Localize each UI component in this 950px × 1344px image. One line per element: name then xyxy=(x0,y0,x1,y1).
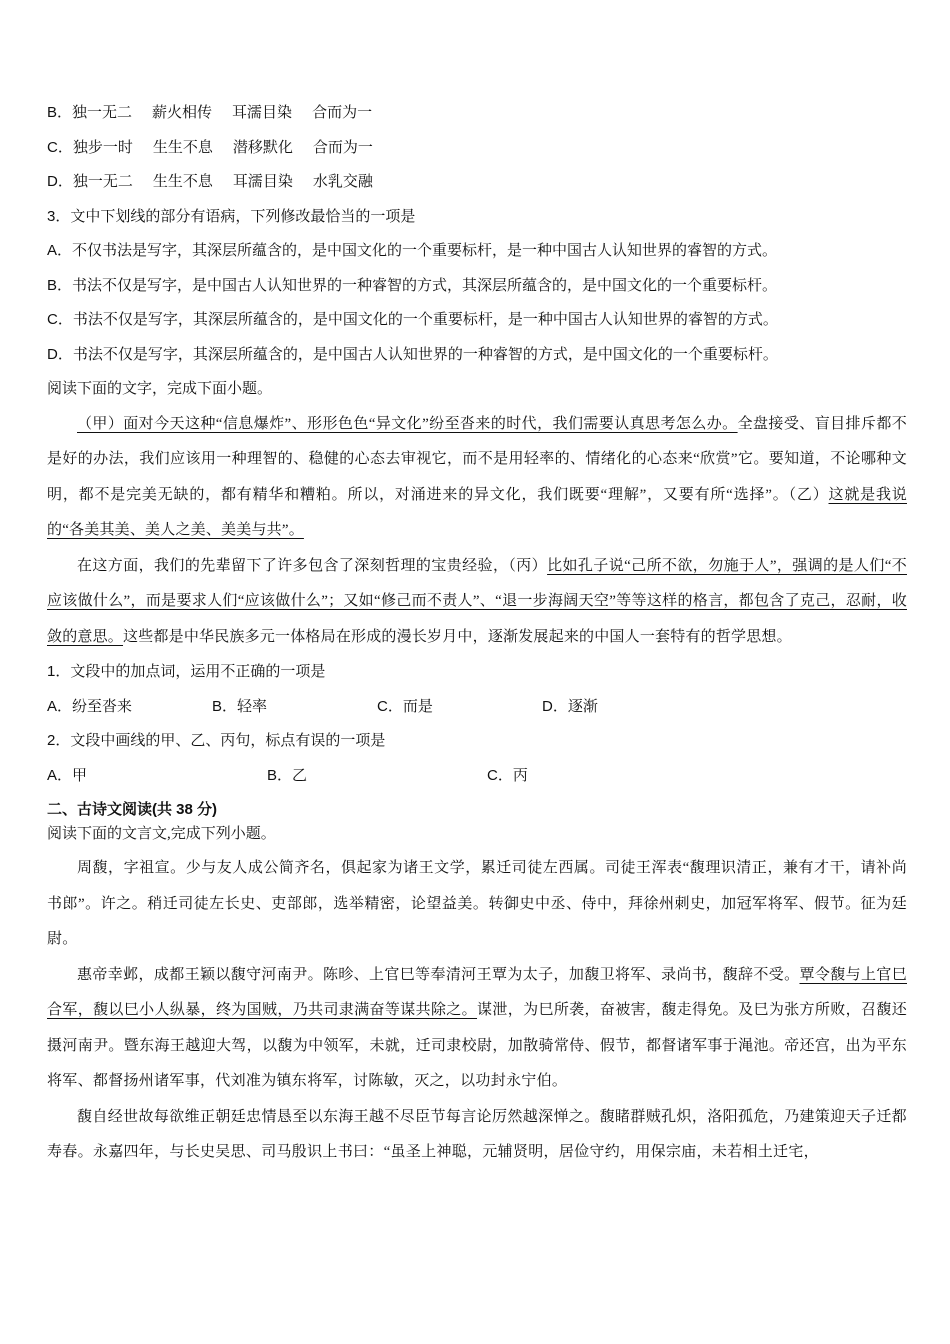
q3-option-c[interactable]: C．书法不仅是写字，其深层所蕴含的，是中国文化的一个重要标杆，是一种中国古人认知世界的睿智的方式。 xyxy=(47,311,778,328)
section-heading: 二、古诗文阅读(共 38 分) xyxy=(47,801,218,818)
option-item: 耳濡目染 xyxy=(232,104,293,121)
paragraph-text: 全盘接受、盲目排斥都不是好的办法，我们应该用一种理智的、稳健的心态去审视它，而不是用轻率的、情绪化的心态来“欣赏”它。要知道，不论哪种文明，都不是完美无缺的，都有精华和糟粕。所以，对涌进来的异文化，我们既要“理解”，又要有所“选择”。（乙） xyxy=(47,415,908,503)
sentence-jia: （甲）面对今天这种“信息爆炸”、形形色色“异文化”纷至沓来的时代，我们需要认真思考怎么办。 xyxy=(77,415,738,432)
reading-instruction: 阅读下面的文字，完成下面小题。 xyxy=(47,380,273,397)
reading-q1-stem: 1．文段中的加点词，运用不正确的一项是 xyxy=(47,663,326,680)
option-item: 生生不息 xyxy=(152,173,213,190)
reading-q1-option-a[interactable]: A．纷至沓来 xyxy=(47,697,133,715)
classical-paragraph-2 xyxy=(47,958,907,1100)
reading-q2-option-a[interactable]: A．甲 xyxy=(47,766,88,784)
option-label: C． xyxy=(47,138,73,156)
reading-q2-option-c[interactable]: C．丙 xyxy=(487,766,528,784)
option-item: 独一无二 xyxy=(72,104,133,121)
section-instruction: 阅读下面的文言文,完成下列小题。 xyxy=(47,826,276,842)
option-item: 独步一时 xyxy=(72,138,133,156)
q2-option-d[interactable] xyxy=(47,165,907,200)
q3-option-a[interactable]: A．不仅书法是写字，其深层所蕴含的，是中国文化的一个重要标杆，是一种中国古人认知世界的睿智的方式。 xyxy=(47,242,778,259)
option-item: 合而为一 xyxy=(312,104,373,121)
sentence-yi: 这就是我说的“各美其美、美人之美、美美与共”。 xyxy=(47,486,907,538)
option-item: 独一无二 xyxy=(72,173,133,190)
sentence-bing: 比如孔子说“己所不欲，勿施于人”，强调的是人们“不应该做什么”，而是要求人们“应该做什么”；又如“修己而不责人”、“退一步海阔天空”等等这样的格言，都包含了克己，忍耐，收敛的意思。 xyxy=(47,557,907,645)
option-item: 水乳交融 xyxy=(312,173,373,190)
reading-paragraph-1 xyxy=(47,407,907,549)
q2-option-c[interactable] xyxy=(47,131,907,166)
reading-q2-stem: 2．文段中画线的甲、乙、丙句，标点有误的一项是 xyxy=(47,732,386,749)
reading-q1-option-c[interactable]: C．而是 xyxy=(377,697,433,715)
classical-paragraph-1: 周馥，字祖宣。少与友人成公简齐名，俱起家为诸王文学，累迁司徒左西属。司徒王浑表“馥理识清正，兼有才干，请补尚书郎”。许之。稍迁司徒左长史、吏部郎，选举精密，论望益美。转御史中丞、侍中，拜徐州刺史，加冠军将军、假节。征为廷尉。 xyxy=(47,860,907,947)
paragraph-text: 在这方面，我们的先辈留下了许多包含了深刻哲理的宝贵经验，（丙） xyxy=(77,557,548,574)
reading-q2-option-b[interactable]: B．乙 xyxy=(267,766,308,784)
reading-q1-option-d[interactable]: D．逐渐 xyxy=(542,697,598,715)
reading-q2-options xyxy=(47,759,907,794)
q2-option-b[interactable] xyxy=(47,96,907,131)
classical-paragraph-3: 馥自经世故每欲维正朝廷忠情恳至以东海王越不尽臣节每言论厉然越深惮之。馥睹群贼孔炽，洛阳孤危，乃建策迎天子迁都寿春。永嘉四年，与长史吴思、司马殷识上书曰：“虽圣上神聪，元辅贤明，居俭守约，用保宗庙，未若相土迁宅， xyxy=(47,1108,907,1160)
option-label: B． xyxy=(47,104,73,121)
option-item: 生生不息 xyxy=(152,138,213,156)
reading-paragraph-2 xyxy=(47,549,907,656)
q3-stem: 3．文中下划线的部分有语病，下列修改最恰当的一项是 xyxy=(47,207,416,225)
exam-page xyxy=(47,96,907,1171)
reading-q1-options xyxy=(47,690,907,725)
paragraph-text: 这些都是中华民族多元一体格局在形成的漫长岁月中，逐渐发展起来的中国人一套特有的哲学思想。 xyxy=(123,628,792,645)
reading-q1-option-b[interactable]: B．轻率 xyxy=(212,697,268,715)
paragraph-text: 惠帝幸邺，成都王颖以馥守河南尹。陈昣、上官巳等奉清河王覃为太子，加馥卫将军、录尚书，馥辞不受。 xyxy=(77,966,800,983)
q3-option-d[interactable]: D．书法不仅是写字，其深层所蕴含的，是中国古人认知世界的一种睿智的方式，是中国文化的一个重要标杆。 xyxy=(47,345,778,363)
option-item: 耳濡目染 xyxy=(232,173,293,190)
paragraph-text: 谋泄，为巳所袭，奋被害，馥走得免。及巳为张方所败，召馥还摄河南尹。暨东海王越迎大驾，以馥为中领军，未就，迁司隶校尉，加散骑常侍、假节，都督诸军事于渑池。帝还宫，出为平东将军、都督扬州诸军事，代刘准为镇东将军，讨陈敏，灭之，以功封永宁伯。 xyxy=(47,1002,907,1089)
option-label: D． xyxy=(47,173,73,190)
underlined-sentence: 覃令馥与上官巳合军，馥以巳小人纵暴，终为国贼，乃共司隶满奋等谋共除之。 xyxy=(47,966,907,1018)
q3-option-b[interactable]: B．书法不仅是写字，是中国古人认知世界的一种睿智的方式，其深层所蕴含的，是中国文化的一个重要标杆。 xyxy=(47,276,778,294)
option-item: 合而为一 xyxy=(312,138,373,156)
option-item: 潜移默化 xyxy=(232,138,293,156)
option-item: 薪火相传 xyxy=(152,104,213,121)
